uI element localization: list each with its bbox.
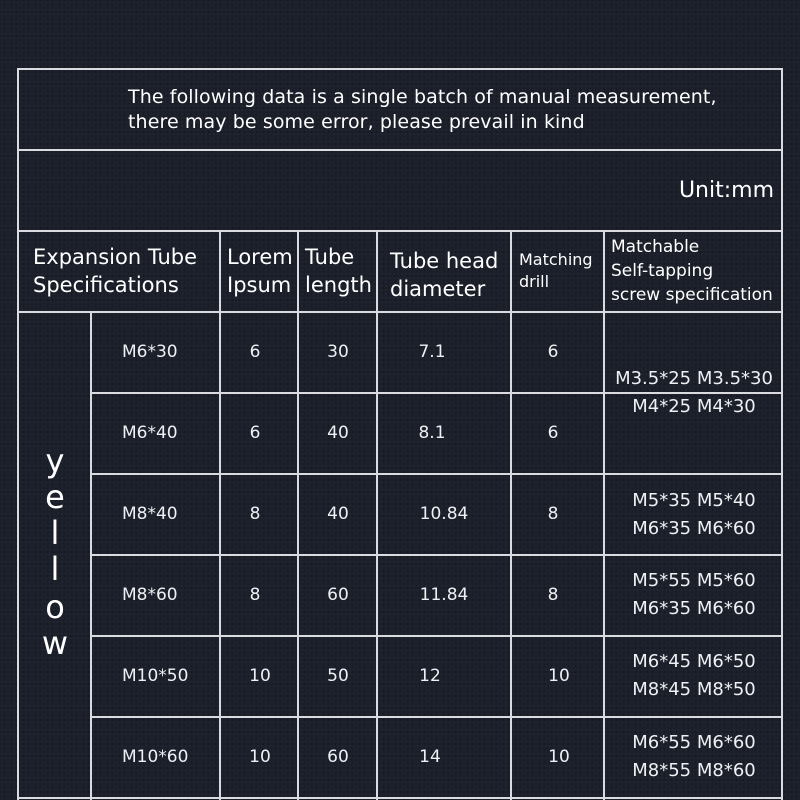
column-divider: [297, 230, 299, 800]
cell-tube-length: 30: [327, 342, 349, 362]
header-spec-line-1: Expansion Tube: [33, 245, 198, 269]
screw-spec-line-1: M6*45 M6*50: [632, 651, 756, 672]
cell-lorem: 10: [249, 747, 271, 767]
column-divider: [510, 230, 512, 800]
header-tube-head-diameter: [390, 247, 498, 303]
cell-tube-length: 60: [327, 585, 349, 605]
header-screw-line-3: screw specification: [611, 285, 773, 305]
cell-head-diameter: 7.1: [418, 342, 446, 362]
screw-spec-line-1: M5*35 M5*40: [632, 490, 756, 511]
header-drill-line-1: Matching: [519, 250, 593, 269]
table-border-bottom: [18, 797, 782, 799]
cell-screw-spec: [632, 648, 756, 704]
header-tube-length-line-2: length: [305, 273, 372, 297]
cell-spec: M10*50: [122, 666, 189, 686]
cell-lorem: 6: [249, 342, 261, 362]
cell-drill: 8: [547, 504, 559, 524]
screw-spec-line-2: M4*25 M4*30: [632, 396, 756, 417]
header-lorem-line-1: Lorem: [227, 245, 293, 269]
table-divider: [90, 554, 782, 556]
header-drill-line-2: drill: [519, 272, 550, 291]
table-divider: [18, 149, 782, 151]
cell-drill: 6: [547, 342, 559, 362]
cell-drill: 10: [548, 666, 570, 686]
screw-spec-line-1: M5*55 M5*60: [632, 570, 756, 591]
header-screw-spec: [611, 235, 773, 307]
cell-head-diameter: 14: [419, 747, 441, 767]
cell-head-diameter: 8.1: [418, 423, 446, 443]
cell-lorem: 8: [249, 504, 261, 524]
header-screw-line-1: Matchable: [611, 237, 700, 257]
cell-spec: M8*60: [122, 585, 178, 605]
screw-spec-line-2: M8*55 M8*60: [632, 760, 756, 781]
cell-head-diameter: 12: [419, 666, 441, 686]
column-divider: [90, 311, 92, 800]
cell-tube-length: 40: [327, 504, 349, 524]
header-matching-drill: [519, 249, 593, 293]
color-letter: w: [41, 624, 69, 662]
cell-tube-length: 60: [327, 747, 349, 767]
cell-screw-spec: [632, 567, 756, 623]
cell-drill: 6: [547, 423, 559, 443]
cell-spec: M10*60: [122, 747, 189, 767]
color-letter: y: [45, 442, 65, 480]
cell-screw-spec: [632, 729, 756, 785]
header-lorem: [227, 243, 293, 299]
cell-lorem: 6: [249, 423, 261, 443]
screw-spec-line-1: M3.5*25 M3.5*30: [615, 368, 773, 389]
screw-spec-line-1: M6*55 M6*60: [632, 732, 756, 753]
color-letter: o: [45, 588, 65, 626]
cell-tube-length: 40: [327, 423, 349, 443]
table-divider: [90, 473, 604, 475]
color-letter: l: [50, 514, 60, 552]
table-border-right: [781, 68, 783, 800]
cell-screw-spec: [632, 487, 756, 543]
cell-lorem: 10: [249, 666, 271, 686]
cell-lorem: 8: [249, 585, 261, 605]
screw-spec-line-2: M6*35 M6*60: [632, 518, 756, 539]
header-lorem-line-2: Ipsum: [227, 273, 292, 297]
column-divider: [376, 230, 378, 800]
header-spec: [33, 243, 197, 299]
cell-head-diameter: 10.84: [419, 504, 469, 524]
cell-drill: 8: [547, 585, 559, 605]
header-tube-length-line-1: Tube: [305, 245, 355, 269]
cell-drill: 10: [548, 747, 570, 767]
header-tube-head-line-2: diameter: [390, 277, 486, 301]
cell-screw-spec: [615, 365, 773, 421]
cell-tube-length: 50: [327, 666, 349, 686]
column-divider: [219, 230, 221, 800]
cell-spec: M8*40: [122, 504, 178, 524]
table-divider: [90, 716, 782, 718]
table-divider: [604, 473, 782, 475]
screw-spec-line-2: M8*45 M8*50: [632, 679, 756, 700]
header-tube-head-line-1: Tube head: [390, 249, 499, 273]
header-spec-line-2: Specifications: [33, 273, 179, 297]
column-divider: [603, 230, 605, 800]
cell-spec: M6*40: [122, 423, 178, 443]
table-divider: [18, 230, 782, 232]
color-letter: e: [45, 478, 65, 516]
table-border-left: [17, 68, 19, 800]
notice-line-2: there may be some error, please prevail in kind: [128, 111, 585, 133]
table-divider: [90, 635, 782, 637]
header-screw-line-2: Self-tapping: [611, 261, 714, 281]
cell-head-diameter: 11.84: [419, 585, 469, 605]
screw-spec-line-2: M6*35 M6*60: [632, 598, 756, 619]
notice-line-1: The following data is a single batch of manual measurement,: [128, 86, 717, 108]
cell-spec: M6*30: [122, 342, 178, 362]
header-tube-length: [305, 243, 372, 299]
color-letter: l: [50, 550, 60, 588]
unit-label: Unit:mm: [678, 178, 774, 203]
table-border-top: [18, 68, 782, 70]
table-divider: [18, 311, 782, 313]
